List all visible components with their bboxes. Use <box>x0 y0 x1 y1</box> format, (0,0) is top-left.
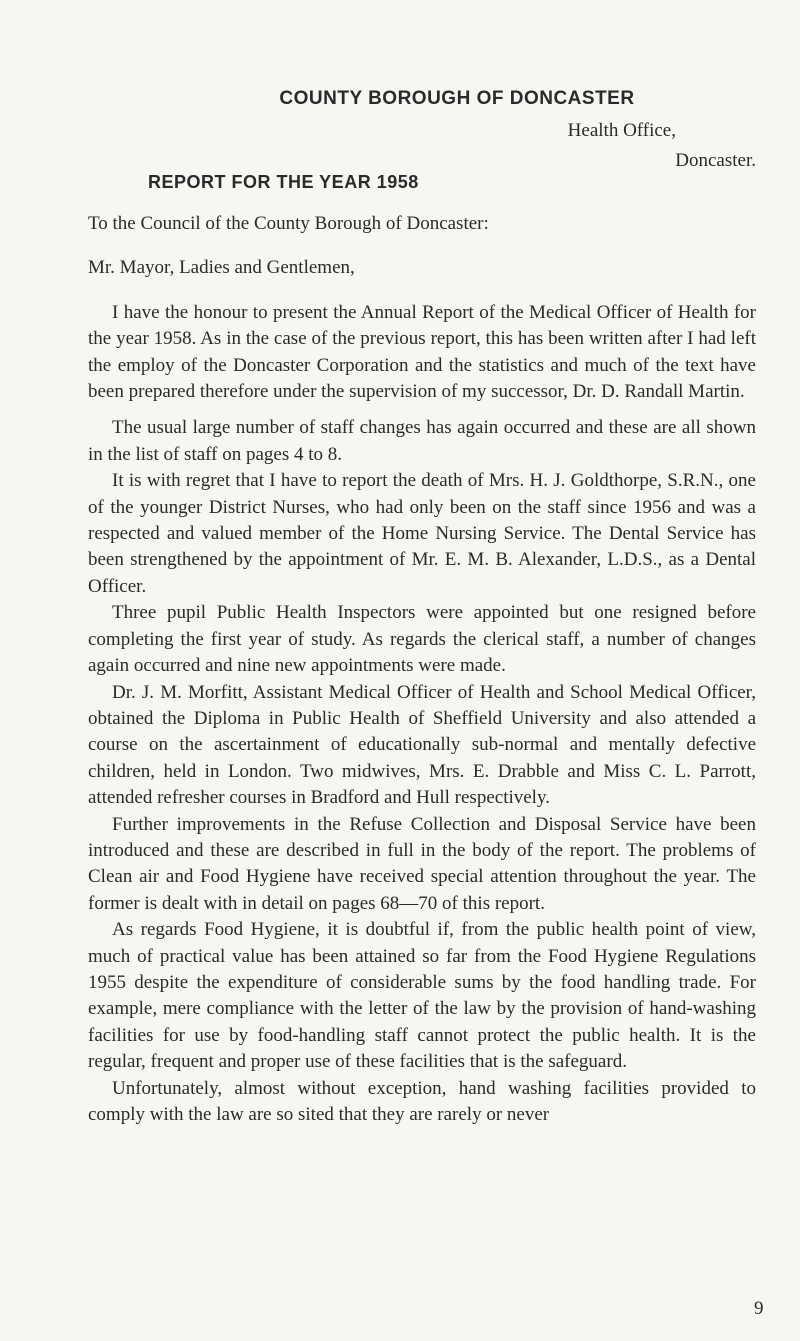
paragraph-7: As regards Food Hygiene, it is doubtful if, from the public health point of view, much of practical value has been attained so far from the Food Hygiene Regulations 1955 despite the expenditure of considerable sums by the food handling trade. For example, mere compliance with the letter of the law by the provision of hand-washing facilities for use by food-handling staff cannot protect the public health. It is the regular, frequent and proper use of these facilities that is the safeguard. <box>88 919 756 1073</box>
paragraph-5: Dr. J. M. Morfitt, Assistant Medical Officer of Health and School Medical Officer, obtained the Diploma in Public Health of Sheffield University and also attended a course on the ascertainment of educationally sub-normal and mentally defective children, held in London. Two midwives, Mrs. E. Drabble and Miss C. L. Parrott, attended refresher courses in Bradford and Hull respectively. <box>88 681 756 809</box>
paragraph-8: Unfortunately, almost without exception, hand washing facilities provided to comply with the law are so sited that they are rarely or never <box>88 1077 756 1125</box>
page-number: 9 <box>754 1298 764 1319</box>
report-title: REPORT FOR THE YEAR 1958 <box>148 172 419 192</box>
paragraph-1: I have the honour to present the Annual Report of the Medical Officer of Health for the year 1958. As in the case of the previous report, this has been written after I had left the employ of the Doncaster Corporation and the statistics and much of the text have been prepared therefore under the supervision of my successor, Dr. D. Randall Martin. <box>88 301 756 403</box>
document-heading: COUNTY BOROUGH OF DONCASTER <box>279 88 635 109</box>
address-line-1: Health Office, <box>567 120 676 141</box>
address-line-2: Doncaster. <box>675 150 756 171</box>
salutation-to: To the Council of the County Borough of Doncaster: <box>88 213 489 234</box>
paragraph-3: It is with regret that I have to report the death of Mrs. H. J. Goldthorpe, S.R.N., one of the younger District Nurses, who had only been on the staff since 1956 and was a respected and valued member of the Home Nursing Service. The Dental Service has been strengthened by the appointment of Mr. E. M. B. Alexander, L.D.S., as a Dental Officer. <box>88 470 756 597</box>
report-page <box>88 88 756 1128</box>
address-block <box>88 116 756 176</box>
paragraph-6: Further improvements in the Refuse Collection and Disposal Service have been introduced and these are described in full in the body of the report. The problems of Clean air and Food Hygiene have received special attention throughout the year. The former is dealt with in detail on pages 68—70 of this report. <box>88 813 756 914</box>
paragraph-2: The usual large number of staff changes has again occurred and these are all shown in the list of staff on pages 4 to 8. <box>88 417 756 465</box>
paragraph-4: Three pupil Public Health Inspectors were appointed but one resigned before completing the first year of study. As regards the clerical staff, a number of changes again occurred and nine new appointments were made. <box>88 602 756 677</box>
salutation: Mr. Mayor, Ladies and Gentlemen, <box>88 257 355 279</box>
